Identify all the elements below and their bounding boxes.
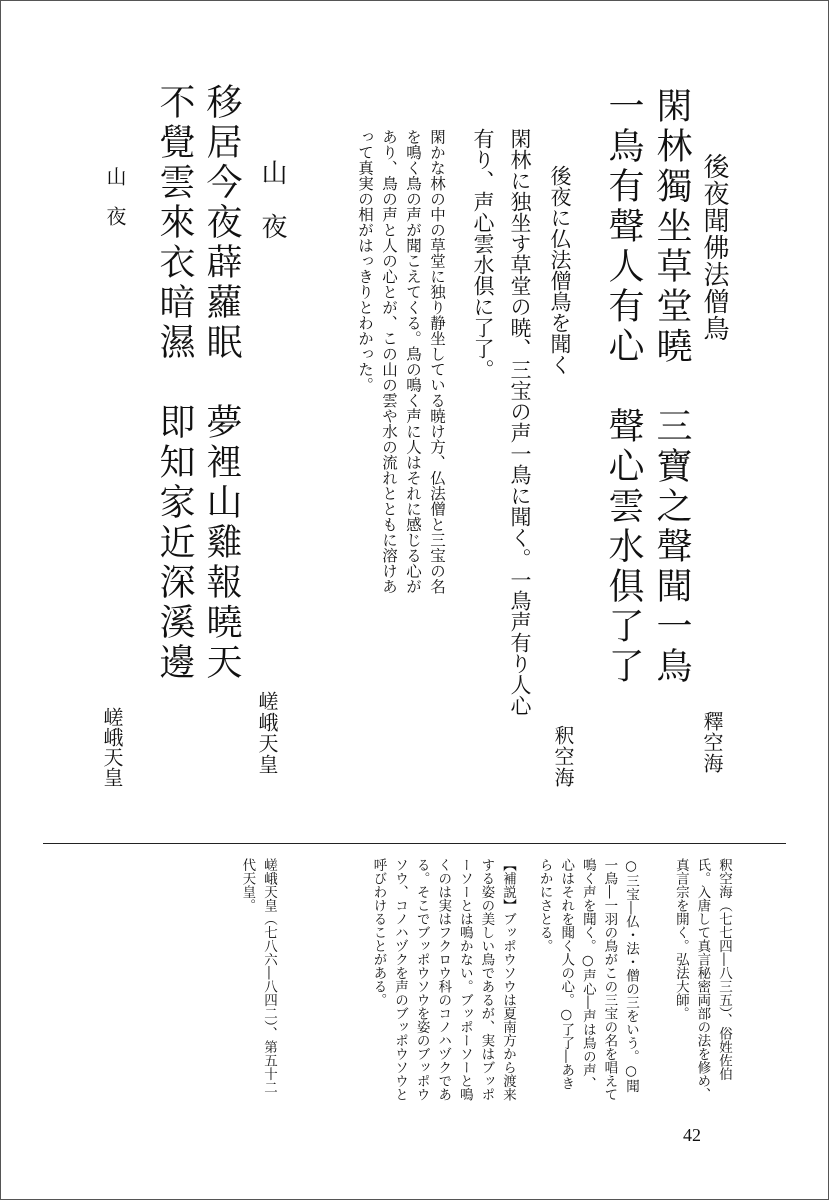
reading2-author: 嵯峨天皇 <box>255 691 279 775</box>
poem1-author: 釋空海 <box>700 711 724 774</box>
notes-divider <box>43 843 786 844</box>
poem2-author: 嵯峨天皇 <box>100 707 124 787</box>
reading1-line-1: 閑林に独坐す草堂の暁、三宝の声一鳥に聞く。一鳥声有り人心 <box>508 128 532 716</box>
note-supplement: 【補説】ブッポウソウは夏南方から渡来する姿の美しい鳥であるが、実はブッポーソーとは鳴かない。ブッポーソーと鳴くのは実はフクロウ科のコノハヅクである。そこでブッポウソウを姿のブッポウソウ、コノハヅクを声のブッポウソウと呼びわけることがある。 <box>370 858 516 1101</box>
poem2-line-2: 不覺雲來衣暗濕 即知家近深溪邊 <box>154 83 195 683</box>
reading1-author: 釈空海 <box>551 725 575 788</box>
note-kukai-bio: 釈空海（七七四―八三五）、俗姓佐伯氏。入唐して真言秘密両部の法を修め、真言宗を開く。弘法大師。 <box>672 858 732 1101</box>
poem2-title: 山 夜 <box>103 166 127 226</box>
reading1-line-2: 有り、声心雲水倶に了了。 <box>471 128 495 380</box>
translation1: 閑かな林の中の草堂に独り静坐している暁け方、仏法僧と三宝の名を鳴く鳥の声が聞こえてくる。鳥の鳴く声に人はそれに感じる心があり、鳥の声と人の心とが、この山の雲や水の流れとともに溶けあって真実の相がはっきりとわかった。 <box>355 129 446 594</box>
poem1-line-2: 一鳥有聲人有心 聲心雲水俱了了 <box>603 87 644 687</box>
reading1-title: 後夜に仏法僧鳥を聞く <box>548 165 572 375</box>
poem1-title: 後夜聞佛法僧鳥 <box>699 153 729 342</box>
note-glossary: ○三宝―仏・法・僧の三をいう。○聞一鳥―一羽の鳥がこの三宝の名を唱えて鳴く声を聞く。○声心―声は鳥の声、心はそれを聞く人の心。○了了―あきらかにさとる。 <box>536 858 639 1101</box>
poem1-line-1: 閑林獨坐草堂曉 三寶之聲聞一鳥 <box>651 87 692 687</box>
note-saga-bio: 嵯峨天皇（七八六―八四二）、第五十二代天皇。 <box>239 858 277 1095</box>
page-number: 42 <box>683 1125 701 1145</box>
reading2-title: 山 夜 <box>257 159 287 240</box>
poem2-line-1: 移居今夜薜蘿眠 夢裡山雞報曉天 <box>201 83 242 683</box>
